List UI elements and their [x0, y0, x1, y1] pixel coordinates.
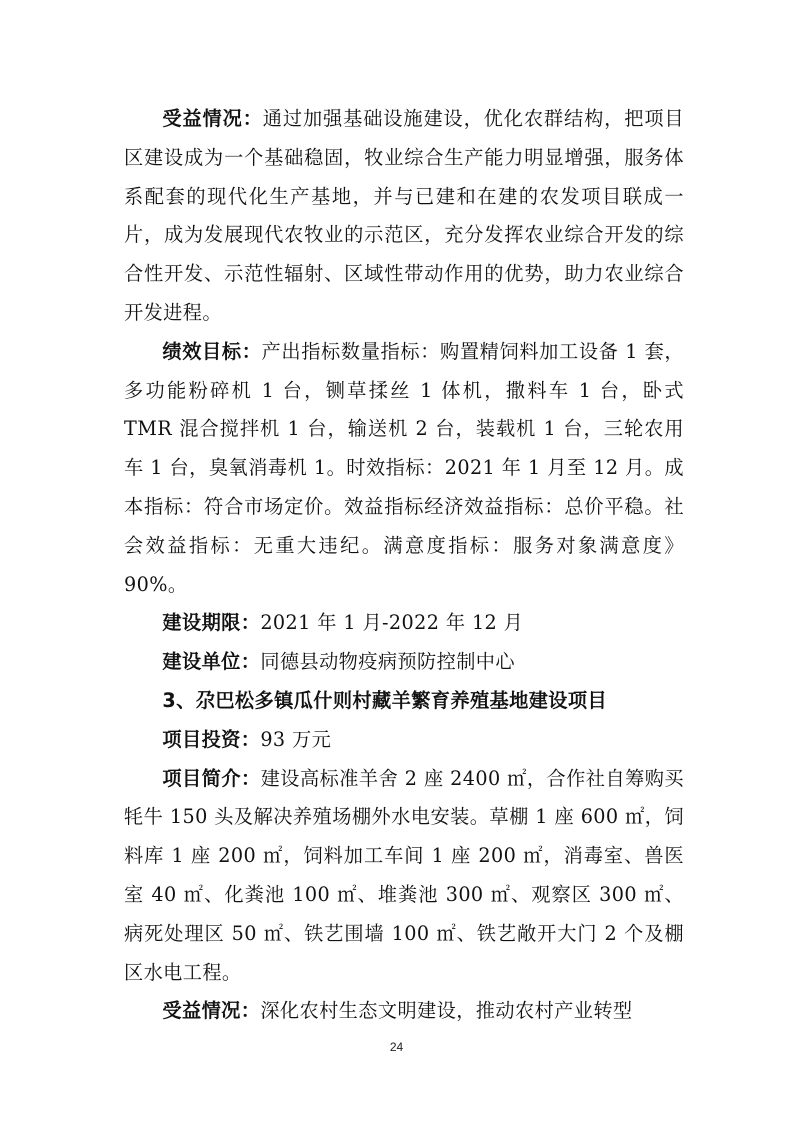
period-label: 建设期限： [162, 611, 261, 635]
intro-text: 建设高标准羊舍 2 座 2400 ㎡，合作社自筹购买牦牛 150 头及解决养殖场棚外水电安装。草棚 1 座 600 ㎡，饲料库 1 座 200 ㎡，饲料加工车间 1 座 200 ㎡，消毒室、兽医室 40 ㎡、化粪池 100 ㎡、堆粪池 300 ㎡、观察区 300 ㎡、病死处理区 50 ㎡、铁艺围墙 100 ㎡、铁艺敞开大门 2 个及棚区水电工程。 [124, 766, 684, 984]
intro-paragraph [124, 760, 684, 993]
project-benefit-paragraph [124, 992, 684, 1031]
performance-text: 产出指标数量指标：购置精饲料加工设备 1 套，多功能粉碎机 1 台，铡草揉丝 1 体机，撒料车 1 台，卧式 TMR 混合搅拌机 1 台，输送机 2 台，装载机 1 台，三轮农用车 1 台，臭氧消毒机 1。时效指标：2021 年 1 月至 12 月。成本指标：符合市场定价。效益指标经济效益指标：总价平稳。社会效益指标：无重大违纪。满意度指标：服务对象满意度》90%。 [124, 339, 685, 596]
unit-paragraph [124, 643, 684, 682]
benefit-text: 通过加强基础设施建设，优化农群结构，把项目区建设成为一个基础稳固，牧业综合生产能力明显增强，服务体系配套的现代化生产基地，并与已建和在建的农发项目联成一片，成为发展现代农牧业的示范区，充分发挥农业综合开发的综合性开发、示范性辐射、区域性带动作用的优势，助力农业综合开发进程。 [124, 107, 684, 324]
page-number: 24 [389, 1040, 404, 1054]
project-benefit-text: 深化农村生态文明建设，推动农村产业转型 [260, 999, 633, 1023]
benefit-label: 受益情况： [162, 107, 263, 130]
intro-label: 项目简介： [162, 766, 261, 790]
investment-text: 93 万元 [260, 727, 332, 751]
period-paragraph [124, 604, 684, 643]
project-benefit-label: 受益情况： [162, 999, 261, 1023]
investment-paragraph [124, 721, 684, 760]
page-body [124, 100, 684, 1031]
performance-label: 绩效目标： [162, 339, 262, 363]
performance-paragraph [124, 333, 684, 605]
period-text: 2021 年 1 月-2022 年 12 月 [260, 611, 524, 635]
unit-label: 建设单位： [162, 650, 261, 674]
project-heading: 3、尕巴松多镇瓜什则村藏羊繁育养殖基地建设项目 [162, 688, 608, 712]
investment-label: 项目投资： [162, 727, 261, 751]
benefit-paragraph [124, 100, 684, 333]
unit-text: 同德县动物疫病预防控制中心 [260, 650, 515, 674]
